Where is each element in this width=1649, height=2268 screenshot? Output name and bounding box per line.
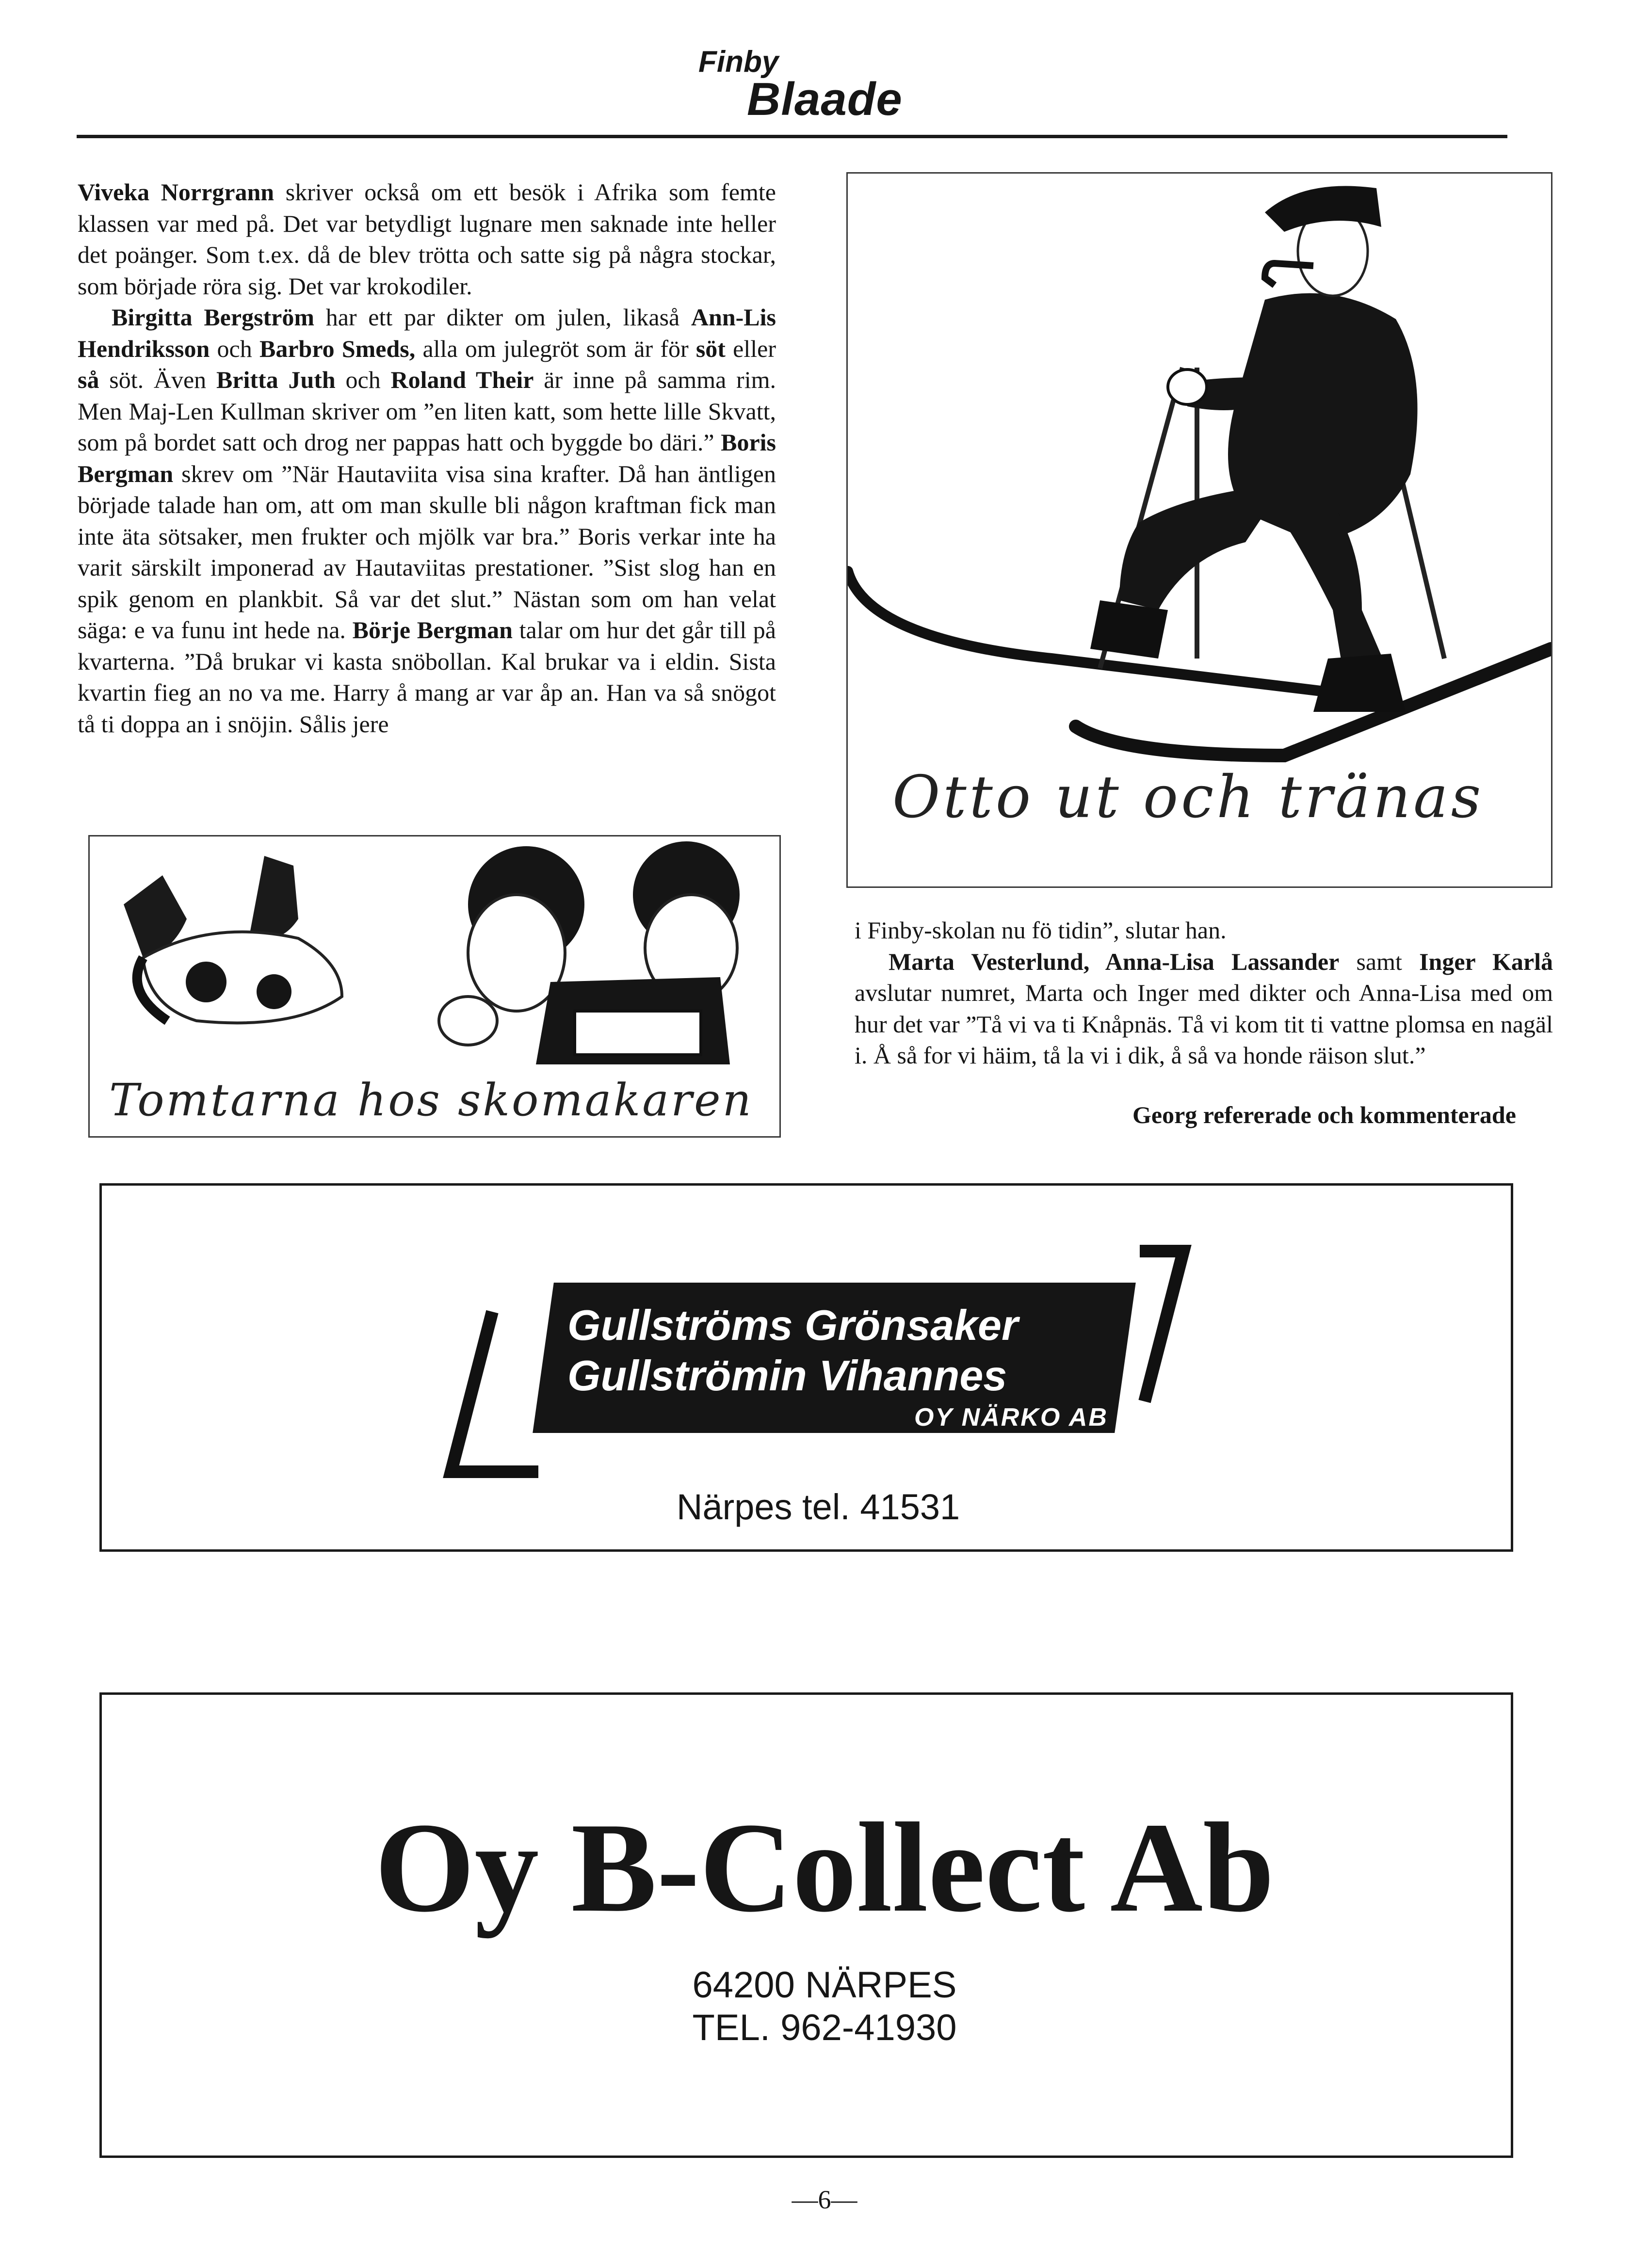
ad-bcollect-phone: TEL. 962-41930	[692, 2007, 957, 2048]
masthead-finby: Finby	[698, 45, 779, 79]
ad-gullstrom-company: OY NÄRKO AB	[914, 1403, 1108, 1432]
masthead-blaade: Blaade	[747, 73, 903, 125]
text-run: är inne på samma rim. Men Maj-Len Kullman skriver om ”en liten katt, som hette lille Skvatt, som på bordet satt och drog ner pappas hatt och byggde bo däri.”	[78, 366, 776, 456]
text-run: eller	[725, 335, 776, 362]
text-run: alla om julegröt som är för	[415, 335, 696, 362]
article-paragraph	[78, 177, 776, 302]
ad-gullstrom-phone: Närpes tel. 41531	[677, 1487, 960, 1527]
text-run: i Finby-skolan nu fö tidin”, slutar han.	[855, 917, 1227, 944]
ad-gullstrom-line1: Gullströms Grönsaker	[567, 1301, 1018, 1349]
page-number: —6—	[792, 2185, 857, 2214]
text-run: skriver också om ett besök i Afrika som femte klassen var med på. Det var betydligt lugnare men saknade inte heller det poänger. Som t.ex. då de blev trötta och satte sig på några stockar, som började röra sig. Det var krokodiler.	[78, 178, 776, 300]
article-paragraph	[855, 946, 1553, 1071]
article-paragraph	[78, 302, 776, 740]
name-highlight: Inger Karlå	[1419, 948, 1553, 975]
text-run: har ett par dikter om julen, likaså	[314, 304, 691, 331]
name-highlight: Boris Bergman	[78, 429, 776, 487]
text-run: skrev om ”När Hautaviita visa sina krafter. Då han äntligen började talade han om, att om man skulle bli någon kraftman fick man inte äta sötsaker, men frukter och mjölk var bra.” Boris verkar inte ha varit särskilt imponerad av Hautaviitas prestationer. ”Sist slog han en spik genom en plankbit. Så var det slut.” Nästan som om han velat säga: e va funu int hede na.	[78, 460, 776, 643]
name-highlight: Britta Juth	[216, 366, 336, 393]
name-highlight: Roland Their	[390, 366, 534, 393]
text-run: och	[210, 335, 259, 362]
article-left-column	[78, 177, 776, 817]
text-run: söt. Även	[99, 366, 216, 393]
ad-bcollect-address: 64200 NÄRPES	[692, 1964, 957, 2006]
name-highlight: Börje Bergman	[352, 616, 513, 643]
name-highlight: Birgitta Bergström	[112, 304, 315, 331]
text-run: talar om hur det går till på kvarterna. ”Då brukar vi kasta snöbollan. Kal brukar va i eldin. Sista kvartin fieg an no va me. Harry å mang ar var åp an. Han va så snögot tå ti doppa an i snöjin. Sålis jere	[78, 616, 776, 738]
name-highlight: Marta Vesterlund, Anna-Lisa Lassander	[889, 948, 1340, 975]
skier-caption: Otto ut och tränas	[892, 764, 1484, 831]
name-highlight: Viveka Norrgrann	[78, 178, 275, 206]
name-highlight: så	[78, 366, 99, 393]
name-highlight: Barbro Smeds,	[259, 335, 416, 362]
text-run: avslutar numret, Marta och Inger med dikter och Anna-Lisa med om hur det var ”Tå vi va ti Knåpnäs. Tå vi kom tit ti vattne plomsa en nagäl i. Å så for vi häim, tå la vi i dik, å så va honde räison slut.”	[855, 979, 1553, 1069]
name-highlight: Ann-Lis Hendriksson	[78, 304, 776, 362]
ad-bcollect-name: Oy B-Collect Ab	[374, 1797, 1275, 1939]
name-highlight: söt	[695, 335, 726, 362]
article-paragraph	[855, 915, 1553, 946]
tomte-caption: Tomtarna hos skomakaren	[109, 1074, 753, 1126]
text-run: samt	[1339, 948, 1420, 975]
article-right-column	[855, 915, 1553, 1118]
text-run: och	[335, 366, 391, 393]
ad-gullstrom-line2: Gullströmin Vihannes	[567, 1351, 1007, 1399]
article-signature: Georg refererade och kommenterade	[1132, 1101, 1516, 1128]
masthead-rule	[77, 135, 1507, 138]
